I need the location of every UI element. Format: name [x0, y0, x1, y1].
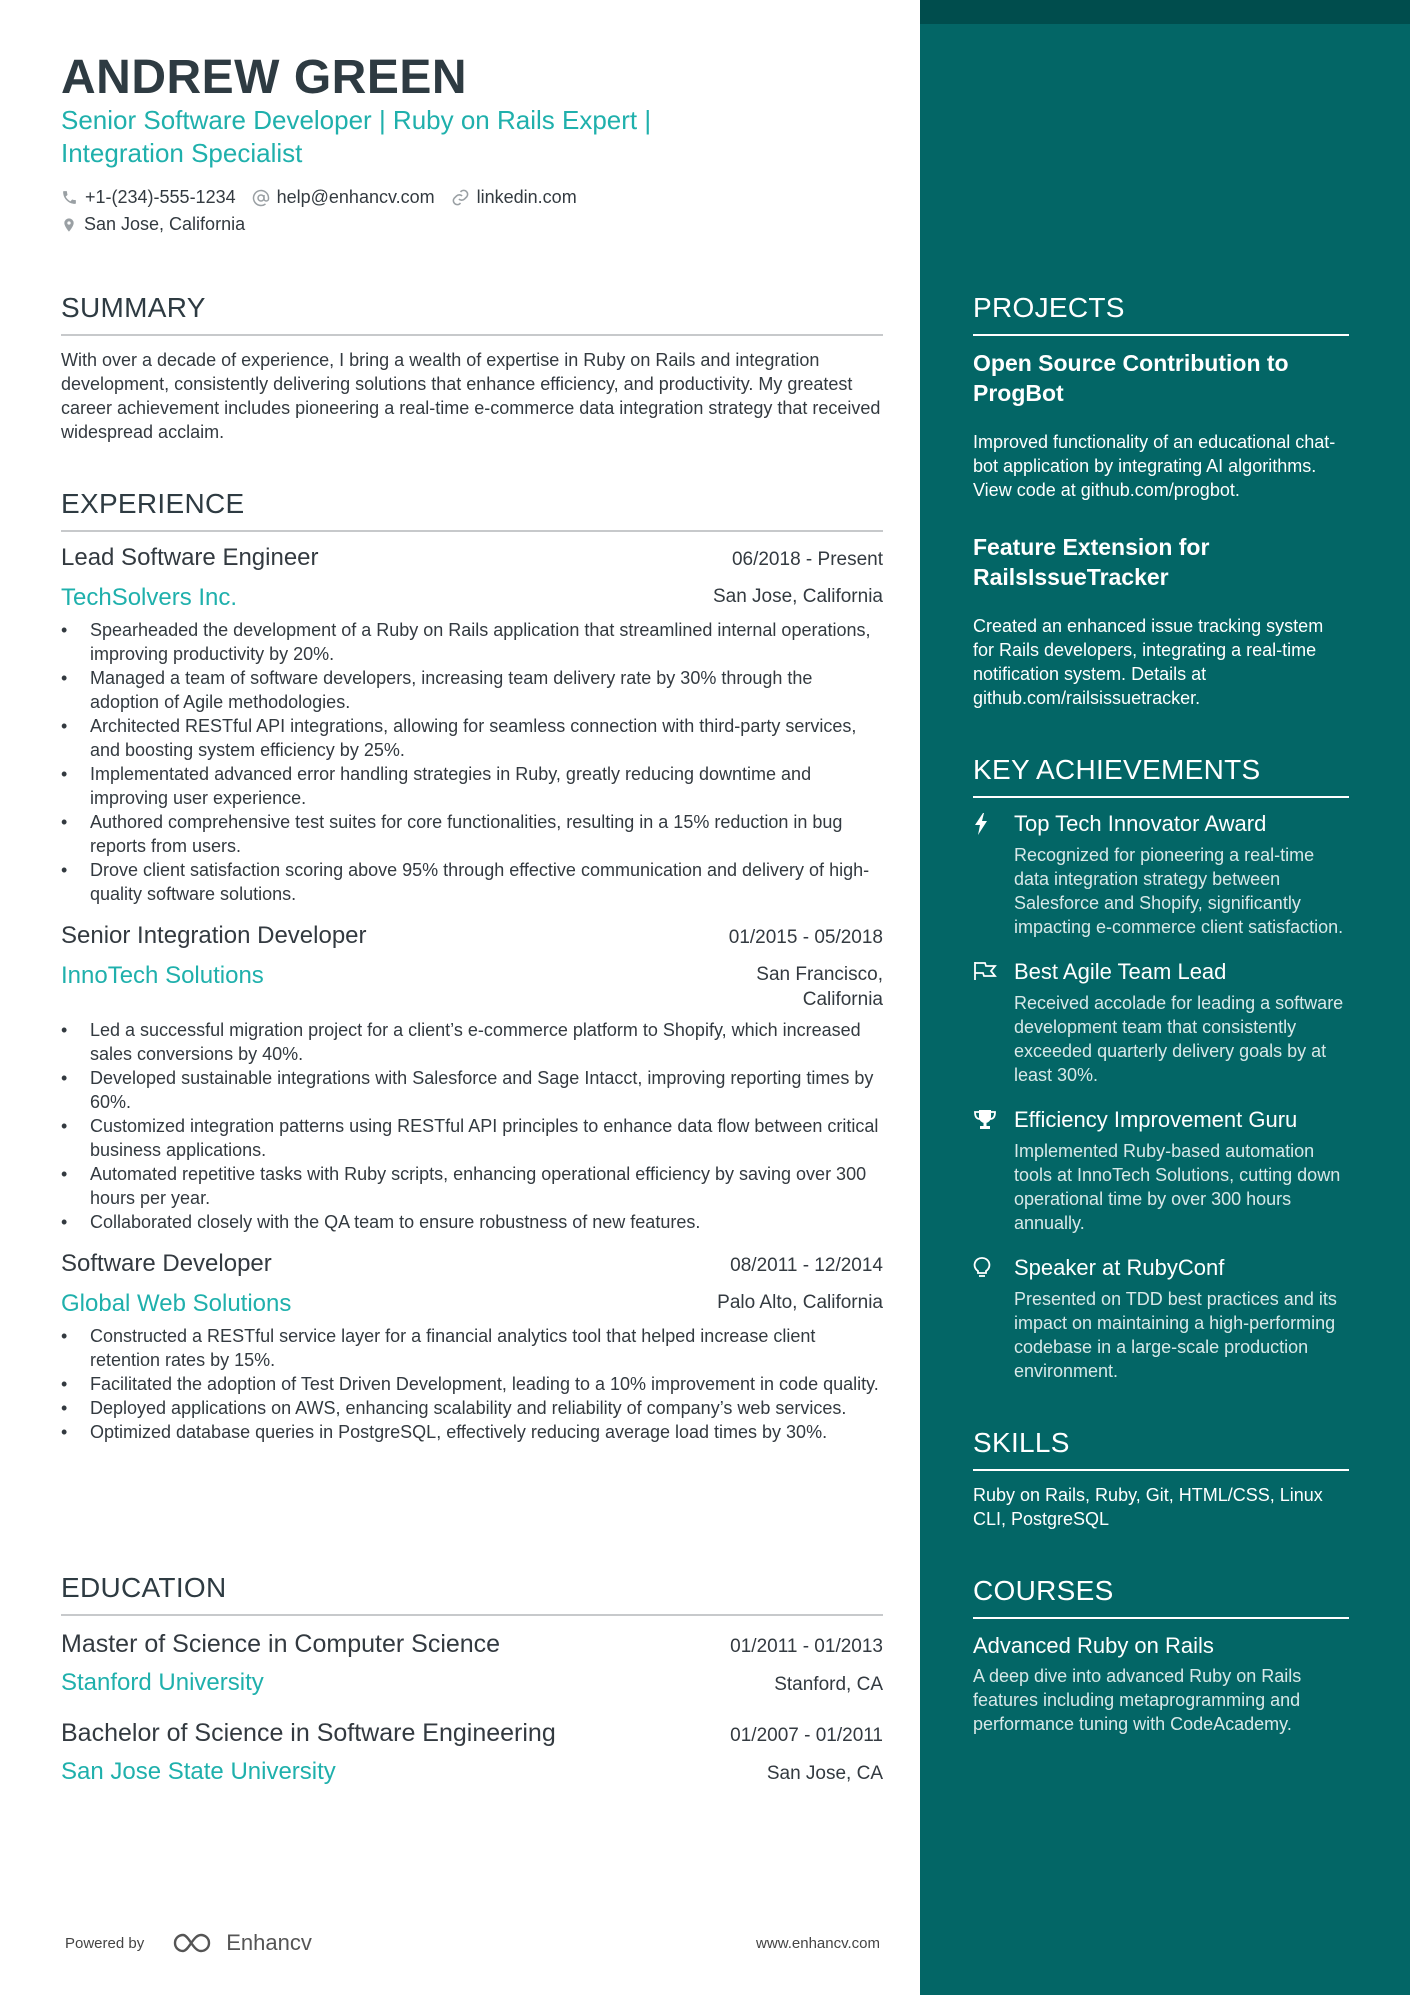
- bullet-item: • Drove client satisfaction scoring above 95% through effective communication and delivery of high-quality software solutions.: [61, 858, 883, 906]
- bullet-item: • Customized integration patterns using RESTful API principles to enhance data flow between critical business applications.: [61, 1114, 883, 1162]
- bullet-item: • Managed a team of software developers, increasing team delivery rate by 30% through the adoption of Agile methodologies.: [61, 666, 883, 714]
- summary-section: [61, 292, 883, 444]
- section-divider: [973, 1469, 1349, 1471]
- phone-icon: [61, 189, 78, 206]
- courses-title: COURSES: [973, 1575, 1114, 1606]
- education-entry: [61, 1630, 883, 1697]
- summary-text: With over a decade of experience, I bring a wealth of expertise in Ruby on Rails and integration development, consistently delivering solutions that enhance efficiency, and productivity. My greatest career achievement includes pioneering a real-time e-commerce data integration strategy that received widespread acclaim.: [61, 350, 881, 442]
- job-title: Senior Integration Developer: [61, 922, 367, 949]
- achievement-entry: [973, 1254, 1349, 1383]
- bullet-item: • Authored comprehensive test suites for core functionalities, resulting in a 15% reduction in bug reports from users.: [61, 810, 883, 858]
- education-section: [61, 1572, 883, 1786]
- skills-section: [973, 1427, 1349, 1531]
- skills-title: SKILLS: [973, 1427, 1070, 1458]
- job-entry: [61, 922, 883, 1234]
- section-divider: [61, 530, 883, 532]
- experience-section: [61, 488, 883, 1444]
- phone-text: +1-(234)-555-1234: [85, 187, 236, 207]
- contact-info: [61, 184, 881, 238]
- degree: Master of Science in Computer Science: [61, 1630, 501, 1658]
- job-dates: 08/2011 - 12/2014: [730, 1255, 883, 1276]
- link-icon: [451, 188, 470, 207]
- email-contact[interactable]: [252, 187, 435, 208]
- bullet-item: • Optimized database queries in PostgreSQL, effectively reducing average load times by 30%.: [61, 1420, 883, 1444]
- achievements-title: KEY ACHIEVEMENTS: [973, 754, 1261, 785]
- experience-title: EXPERIENCE: [61, 488, 245, 519]
- powered-by-label: Powered by: [65, 1934, 145, 1952]
- achievement-description: Presented on TDD best practices and its impact on maintaining a high-performing codebase in a large-scale production environment.: [1014, 1289, 1337, 1381]
- project-description: Improved functionality of an educational chat-bot application by integrating AI algorithms. View code at github.com/progbot.: [973, 432, 1336, 500]
- at-icon: [252, 189, 270, 207]
- trophy-icon: [973, 1109, 997, 1131]
- degree: Bachelor of Science in Software Engineering: [61, 1719, 556, 1747]
- job-location: Palo Alto, California: [717, 1292, 883, 1313]
- achievement-entry: [973, 958, 1349, 1087]
- bullet-item: • Deployed applications on AWS, enhancing scalability and reliability of company’s web services.: [61, 1396, 883, 1420]
- bullet-item: • Implementated advanced error handling strategies in Ruby, greatly reducing downtime and improving user experience.: [61, 762, 883, 810]
- location-pin-icon: [61, 216, 77, 234]
- section-divider: [973, 334, 1349, 336]
- achievement-entry: [973, 1106, 1349, 1235]
- achievement-description: Implemented Ruby-based automation tools at InnoTech Solutions, cutting down operational time by over 300 hours annually.: [1014, 1141, 1341, 1233]
- job-title: Lead Software Engineer: [61, 544, 319, 571]
- school-location: San Jose, CA: [766, 1763, 883, 1784]
- courses-section: [973, 1575, 1349, 1736]
- projects-section: [973, 292, 1349, 710]
- job-location: San Francisco, California: [756, 964, 883, 1010]
- job-entry: [61, 544, 883, 906]
- school-location: Stanford, CA: [774, 1674, 883, 1695]
- location-text: San Jose, California: [84, 214, 246, 234]
- sidebar: [920, 0, 1410, 1995]
- school-name: San Jose State University: [61, 1758, 336, 1785]
- education-dates: 01/2007 - 01/2011: [730, 1725, 883, 1746]
- email-text: help@enhancv.com: [276, 187, 435, 207]
- bullet-item: • Constructed a RESTful service layer for a financial analytics tool that helped increase client retention rates by 15%.: [61, 1324, 883, 1372]
- achievement-title: Best Agile Team Lead: [1014, 959, 1227, 984]
- achievement-description: Recognized for pioneering a real-time data integration strategy between Salesforce and Shopify, significantly impacting e-commerce client satisfaction.: [1014, 845, 1344, 937]
- job-location: San Jose, California: [712, 586, 883, 607]
- footer: [65, 1930, 880, 1956]
- education-title: EDUCATION: [61, 1572, 227, 1603]
- project-title: Open Source Contribution to ProgBot: [973, 350, 1289, 406]
- education-entry: [61, 1719, 883, 1786]
- flag-icon: [973, 961, 997, 981]
- phone-contact[interactable]: [61, 187, 236, 208]
- job-bullets: [61, 1324, 883, 1444]
- achievement-title: Speaker at RubyConf: [1014, 1255, 1225, 1280]
- candidate-name: ANDREW GREEN: [61, 51, 468, 104]
- section-divider: [61, 1614, 883, 1616]
- section-divider: [973, 1617, 1349, 1619]
- lightbulb-icon: [973, 1257, 991, 1279]
- skills-list: Ruby on Rails, Ruby, Git, HTML/CSS, Linux CLI, PostgreSQL: [973, 1485, 1323, 1529]
- location-contact: [61, 214, 245, 235]
- bullet-item: • Developed sustainable integrations with Salesforce and Sage Intacct, improving reporting times by 60%.: [61, 1066, 883, 1114]
- job-entry: [61, 1250, 883, 1444]
- job-title: Software Developer: [61, 1250, 272, 1277]
- footer-url[interactable]: www.enhancv.com: [756, 1934, 880, 1952]
- headline: Senior Software Developer | Ruby on Rails Expert | Integration Specialist: [61, 105, 652, 168]
- summary-title: SUMMARY: [61, 292, 206, 323]
- school-name: Stanford University: [61, 1669, 264, 1696]
- enhancv-logo-icon: [172, 1931, 218, 1955]
- company-name: Global Web Solutions: [61, 1290, 292, 1317]
- job-dates: 06/2018 - Present: [731, 549, 883, 570]
- project-entry: [973, 532, 1349, 710]
- project-description: Created an enhanced issue tracking system for Rails developers, integrating a real-time notification system. Details at github.com/railsissuetracker.: [973, 616, 1324, 708]
- bullet-item: • Led a successful migration project for a client’s e-commerce platform to Shopify, which increased sales conversions by 40%.: [61, 1018, 883, 1066]
- bullet-item: • Architected RESTful API integrations, allowing for seamless connection with third-party services, and boosting system efficiency by 25%.: [61, 714, 883, 762]
- bullet-item: • Facilitated the adoption of Test Driven Development, leading to a 10% improvement in code quality.: [61, 1372, 883, 1396]
- achievement-description: Received accolade for leading a software development team that consistently exceeded quarterly delivery goals by at least 30%.: [1014, 993, 1344, 1085]
- section-divider: [61, 334, 883, 336]
- job-bullets: [61, 618, 883, 906]
- achievements-section: [973, 754, 1349, 1383]
- course-entry: [973, 1631, 1349, 1736]
- project-entry: [973, 348, 1349, 502]
- job-bullets: [61, 1018, 883, 1234]
- bullet-item: • Collaborated closely with the QA team to ensure robustness of new features.: [61, 1210, 883, 1234]
- course-description: A deep dive into advanced Ruby on Rails features including metaprogramming and performance tuning with CodeAcademy.: [973, 1666, 1302, 1734]
- achievement-title: Top Tech Innovator Award: [1014, 811, 1267, 836]
- company-name: TechSolvers Inc.: [61, 584, 238, 611]
- achievement-entry: [973, 810, 1349, 939]
- projects-title: PROJECTS: [973, 292, 1125, 323]
- lightning-icon: [973, 813, 989, 835]
- bullet-item: • Spearheaded the development of a Ruby on Rails application that streamlined internal operations, improving productivity by 20%.: [61, 618, 883, 666]
- linkedin-text: linkedin.com: [476, 187, 577, 207]
- job-dates: 01/2015 - 05/2018: [728, 927, 883, 948]
- project-title: Feature Extension for RailsIssueTracker: [973, 534, 1210, 590]
- bullet-item: • Automated repetitive tasks with Ruby scripts, enhancing operational efficiency by saving over 300 hours per year.: [61, 1162, 883, 1210]
- company-name: InnoTech Solutions: [61, 962, 264, 989]
- brand-name: Enhancv: [226, 1930, 312, 1955]
- powered-by: [65, 1930, 312, 1956]
- linkedin-contact[interactable]: [451, 187, 577, 208]
- enhancv-logo[interactable]: [172, 1930, 312, 1956]
- section-divider: [973, 796, 1349, 798]
- education-dates: 01/2011 - 01/2013: [730, 1636, 883, 1657]
- achievement-title: Efficiency Improvement Guru: [1014, 1107, 1298, 1132]
- course-title: Advanced Ruby on Rails: [973, 1633, 1214, 1658]
- sidebar-top-band: [920, 0, 1410, 24]
